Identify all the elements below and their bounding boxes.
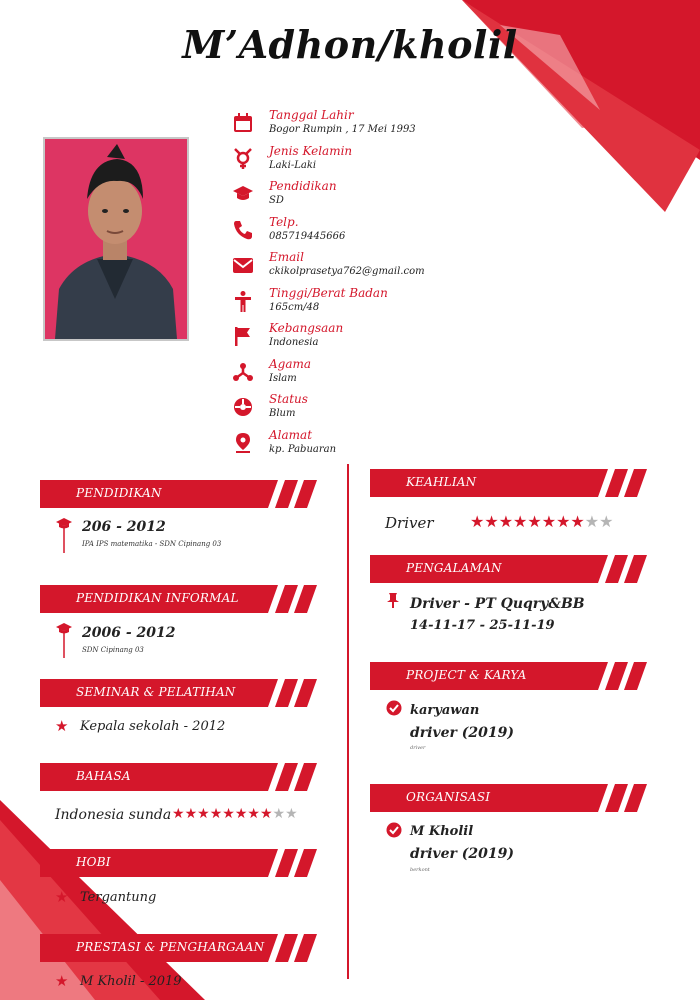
star-filled-icon: ★ — [184, 806, 198, 822]
info-label: Agama — [269, 356, 312, 371]
section-title: PENDIDIKAN — [76, 486, 162, 500]
star-filled-icon: ★ — [556, 512, 571, 531]
hobby-item: Tergantung — [80, 890, 157, 905]
star-filled-icon: ★ — [570, 512, 585, 531]
info-item-birth — [232, 108, 492, 144]
section-banner-seminar — [40, 679, 330, 707]
organization-name: M Kholil — [410, 824, 474, 839]
section-title: KEAHLIAN — [406, 475, 477, 489]
education-years: 206 - 2012 — [82, 519, 166, 535]
star-empty-icon: ★ — [272, 806, 286, 822]
section-banner-project — [370, 662, 660, 690]
section-title: PROJECT & KARYA — [406, 668, 527, 682]
language-name: Indonesia sunda — [55, 807, 172, 823]
project-name: karyawan — [410, 703, 480, 718]
religion-icon — [232, 361, 254, 383]
email-icon — [232, 254, 254, 276]
info-item-education — [232, 179, 492, 215]
star-filled-icon: ★ — [527, 512, 542, 531]
info-label: Alamat — [269, 427, 313, 442]
skill-name: Driver — [385, 514, 434, 532]
section-title: SEMINAR & PELATIHAN — [76, 685, 236, 699]
star-bullet-icon: ★ — [55, 888, 69, 906]
info-value: Laki-Laki — [269, 159, 317, 171]
info-value: kp. Pabuaran — [269, 443, 337, 455]
star-filled-icon: ★ — [259, 806, 273, 822]
info-item-status — [232, 392, 492, 428]
star-filled-icon: ★ — [470, 512, 485, 531]
project-note: driver — [410, 745, 426, 751]
info-label: Jenis Kelamin — [269, 143, 353, 158]
organization-note: berkont — [410, 867, 430, 873]
info-label: Tanggal Lahir — [269, 108, 354, 122]
flag-icon — [232, 325, 254, 347]
star-filled-icon: ★ — [234, 806, 248, 822]
info-item-address — [232, 428, 492, 464]
column-divider — [347, 464, 349, 979]
info-item-height-weight — [232, 286, 492, 322]
section-banner-pendidikan — [40, 480, 330, 508]
location-pin-icon — [232, 432, 254, 454]
education-detail: IPA IPS matematika - SDN Cipinang 03 — [82, 540, 222, 548]
person-icon — [232, 290, 254, 312]
info-item-email — [232, 250, 492, 286]
star-empty-icon: ★ — [285, 806, 298, 822]
star-filled-icon: ★ — [541, 512, 557, 531]
gender-icon — [232, 148, 254, 170]
section-title: PENGALAMAN — [406, 561, 502, 575]
info-label: Pendidikan — [269, 179, 337, 193]
info-item-phone — [232, 215, 492, 251]
phone-icon — [232, 219, 254, 241]
check-circle-icon — [386, 822, 402, 838]
star-filled-icon: ★ — [222, 806, 235, 822]
star-empty-icon: ★ — [584, 512, 600, 531]
info-value: Indonesia — [269, 337, 319, 348]
star-bullet-icon: ★ — [55, 717, 69, 735]
section-title: PRESTASI & PENGHARGAAN — [76, 940, 265, 954]
skill-rating — [470, 512, 613, 531]
info-value: Islam — [269, 372, 297, 384]
section-banner-informal-education — [40, 585, 330, 613]
star-bullet-icon: ★ — [55, 972, 69, 990]
info-item-gender — [232, 144, 492, 180]
experience-dates: 14-11-17 - 25-11-19 — [410, 618, 555, 633]
info-label: Telp. — [269, 214, 299, 229]
section-title: ORGANISASI — [406, 790, 491, 804]
status-icon — [232, 396, 254, 418]
section-banner-bahasa — [40, 763, 330, 791]
info-label: Tinggi/Berat Badan — [269, 285, 388, 300]
info-value: 165cm/48 — [269, 301, 320, 313]
calendar-icon — [232, 112, 254, 134]
star-filled-icon: ★ — [484, 512, 499, 531]
info-value: SD — [269, 195, 284, 206]
info-value: 085719445666 — [269, 230, 346, 242]
informal-education-years: 2006 - 2012 — [82, 625, 176, 641]
info-value: ckikolprasetya762@gmail.com — [269, 266, 425, 277]
resume-name: M’Adhon/kholil — [182, 22, 518, 67]
graduation-cap-icon — [56, 622, 72, 658]
section-banner-keahlian — [370, 469, 660, 497]
section-banner-organisasi — [370, 784, 660, 812]
experience-role: Driver - PT Quqry&BB — [410, 596, 585, 612]
info-item-religion — [232, 357, 492, 393]
profile-photo — [43, 137, 189, 341]
section-banner-hobi — [40, 849, 330, 877]
achievement-item: M Kholil - 2019 — [80, 974, 182, 989]
pushpin-icon — [385, 592, 401, 608]
project-role: driver (2019) — [410, 725, 514, 741]
section-title: HOBI — [76, 855, 111, 869]
language-rating — [172, 806, 298, 822]
star-filled-icon: ★ — [197, 806, 210, 822]
personal-info-list — [232, 108, 492, 463]
info-value: Blum — [269, 408, 296, 419]
info-label: Status — [269, 392, 308, 406]
star-filled-icon: ★ — [513, 512, 528, 531]
star-filled-icon: ★ — [209, 806, 223, 822]
info-label: Email — [269, 250, 304, 264]
info-label: Kebangsaan — [269, 321, 344, 335]
organization-role: driver (2019) — [410, 846, 514, 862]
star-empty-icon: ★ — [599, 512, 614, 531]
section-banner-pengalaman — [370, 555, 660, 583]
graduation-cap-icon — [232, 183, 254, 205]
section-title: PENDIDIKAN INFORMAL — [76, 591, 239, 605]
informal-education-detail: SDN Cipinang 03 — [82, 646, 144, 654]
portrait-illustration — [45, 139, 187, 339]
star-filled-icon: ★ — [498, 512, 514, 531]
star-filled-icon: ★ — [247, 806, 260, 822]
check-circle-icon — [386, 700, 402, 716]
graduation-cap-icon — [56, 517, 72, 553]
info-value: Bogor Rumpin , 17 Mei 1993 — [269, 124, 416, 135]
section-banner-prestasi — [40, 934, 330, 962]
info-item-nationality — [232, 321, 492, 357]
seminar-item: Kepala sekolah - 2012 — [80, 719, 226, 734]
section-title: BAHASA — [76, 769, 131, 783]
star-filled-icon: ★ — [172, 806, 185, 822]
